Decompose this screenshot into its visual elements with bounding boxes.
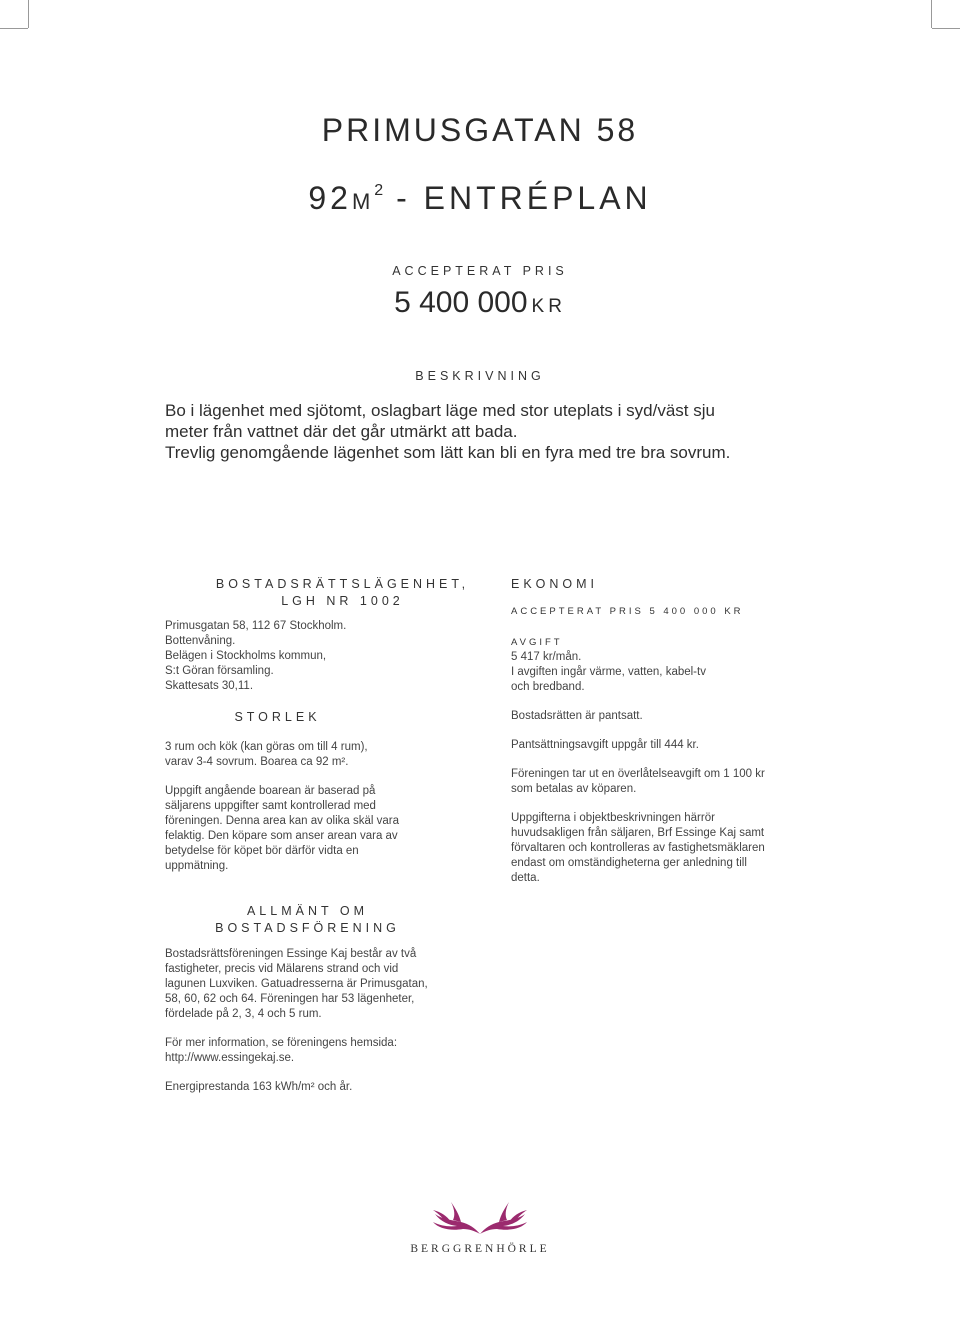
size-exponent: 2 (374, 182, 384, 199)
disclaimer-line: endast om omständigheterna ger anledning till (511, 857, 747, 869)
association-label (165, 903, 450, 937)
fee-label: AVGIFT (511, 637, 563, 648)
description-label: BESKRIVNING (415, 369, 545, 383)
apartment-details (165, 619, 485, 694)
company-logo (380, 1198, 580, 1255)
apartment-line: Skattesats 30,11. (165, 680, 254, 692)
pledge-fee-text: Pantsättningsavgift uppgår till 444 kr. (511, 739, 699, 751)
transfer-line: som betalas av köparen. (511, 783, 637, 795)
size-line: felaktig. Den köpare som anser arean vara av (165, 830, 398, 842)
economy-details (511, 605, 831, 886)
level-text: - ENTRÉPLAN (383, 180, 652, 216)
description-line: Bo i lägenhet med sjötomt, oslagbart läge med stor uteplats i syd/väst sju (165, 401, 715, 420)
price-unit: KR (531, 296, 566, 317)
size-details (165, 740, 485, 874)
description-line: Trevlig genomgående lägenhet som lätt kan bli en fyra med tre bra sovrum. (165, 443, 731, 462)
size-line: varav 3-4 sovrum. Boarea ca 92 m². (165, 756, 349, 768)
apartment-line: Bottenvåning. (165, 635, 236, 647)
association-line: lagunen Luxviken. Gatuadresserna är Primusgatan, (165, 978, 428, 990)
pledged-text: Bostadsrätten är pantsatt. (511, 710, 643, 722)
association-line: fördelade på 2, 3, 4 och 5 rum. (165, 1008, 322, 1020)
size-label: STORLEK (234, 710, 321, 724)
disclaimer-line: detta. (511, 872, 540, 884)
economy-accepted-price: ACCEPTERAT PRIS 5 400 000 KR (511, 606, 744, 617)
size-line: uppmätning. (165, 860, 229, 872)
transfer-line: Föreningen tar ut en överlåtelseavgift om 1 100 kr (511, 768, 765, 780)
fee-line: I avgiften ingår värme, vatten, kabel-tv (511, 666, 706, 678)
apartment-line: Primusgatan 58, 112 67 Stockholm. (165, 620, 347, 632)
size-line: betydelse för köpet bör därför vidta en (165, 845, 359, 857)
price-value (0, 286, 960, 320)
association-details (165, 947, 495, 1095)
disclaimer-line: förvaltaren och kontrolleras av fastighetsmäklaren (511, 842, 765, 854)
size-number: 92 (308, 180, 352, 216)
association-line: fastigheter, precis vid Mälarens strand och vid (165, 963, 399, 975)
apartment-label-line: BOSTADSRÄTTSLÄGENHET, (215, 577, 470, 591)
size-line: säljarens uppgifter samt kontrollerad med (165, 800, 376, 812)
description-text (165, 400, 805, 463)
company-name: BERGGRENHÖRLE (410, 1243, 550, 1255)
size-line: Uppgift angående boarean är baserad på (165, 785, 376, 797)
association-line: Bostadsrättsföreningen Essinge Kaj består av två (165, 948, 417, 960)
description-line: meter från vattnet där det går utmärkt att bada. (165, 422, 518, 441)
crop-mark (932, 28, 960, 29)
crop-mark (0, 28, 28, 29)
association-line: För mer information, se föreningens hemsida: (165, 1037, 398, 1049)
size-line: 3 rum och kök (kan göras om till 4 rum), (165, 741, 368, 753)
size-line: föreningen. Denna area kan av olika skäl vara (165, 815, 399, 827)
association-label-line: ALLMÄNT OM (246, 904, 369, 918)
economy-label: EKONOMI (511, 577, 599, 591)
association-website: http://www.essingekaj.se. (165, 1052, 295, 1064)
crop-mark (28, 0, 29, 28)
fee-line: 5 417 kr/mån. (511, 651, 582, 663)
antlers-icon (425, 1198, 535, 1236)
page-subtitle (0, 180, 960, 217)
disclaimer-line: Uppgifterna i objektbeskrivningen härrör (511, 812, 715, 824)
crop-mark (931, 0, 932, 28)
association-line: 58, 60, 62 och 64. Föreningen har 53 lägenheter, (165, 993, 415, 1005)
size-unit: M (351, 189, 375, 214)
price-label: ACCEPTERAT PRIS (392, 264, 568, 278)
page-title: PRIMUSGATAN 58 (321, 112, 639, 148)
apartment-line: S:t Göran församling. (165, 665, 274, 677)
apartment-label-line: LGH NR 1002 (281, 594, 404, 608)
fee-line: och bredband. (511, 681, 585, 693)
disclaimer-line: huvudsakligen från säljaren, Brf Essinge Kaj samt (511, 827, 765, 839)
association-label-line: BOSTADSFÖRENING (215, 921, 400, 935)
apartment-label (165, 576, 520, 610)
price-amount: 5 400 000 (394, 286, 528, 319)
energy-text: Energiprestanda 163 kWh/m² och år. (165, 1081, 353, 1093)
apartment-line: Belägen i Stockholms kommun, (165, 650, 327, 662)
